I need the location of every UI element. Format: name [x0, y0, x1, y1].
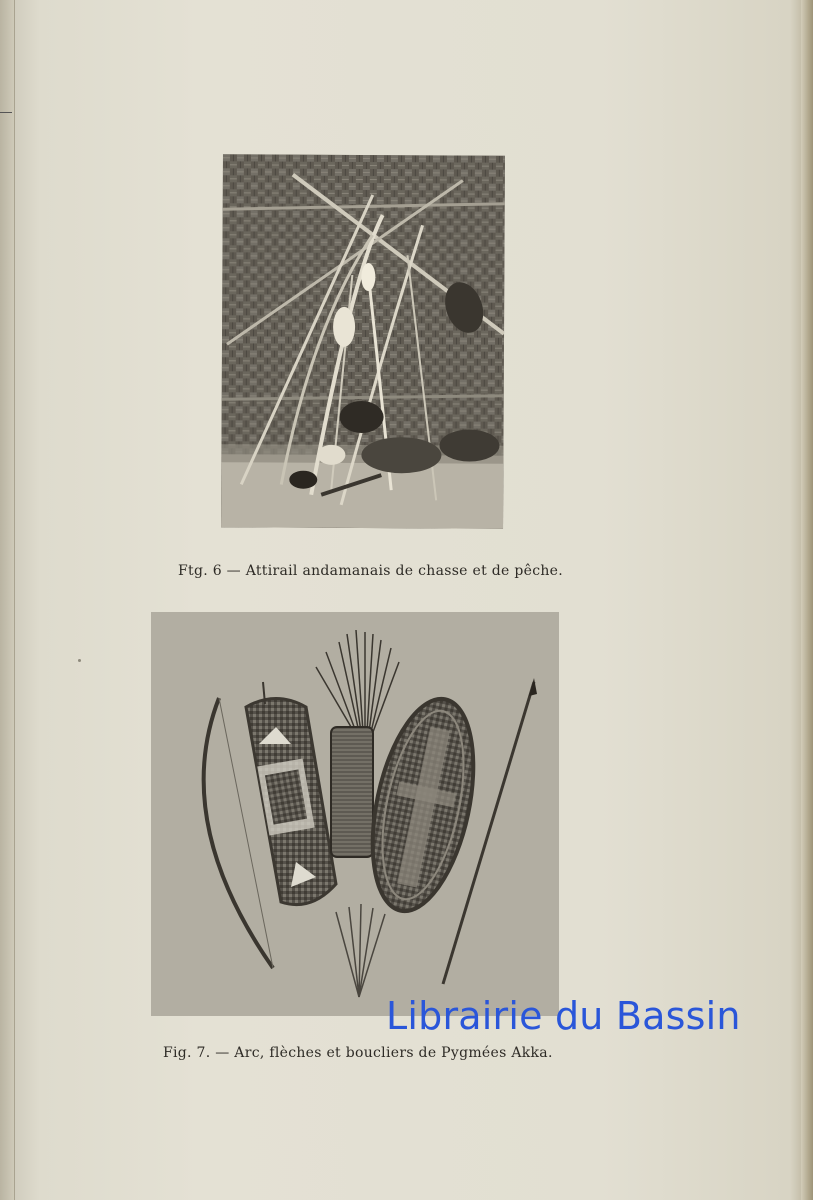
figure-6-image	[221, 154, 505, 528]
figure-7-photograph	[151, 612, 559, 1016]
previous-page-rule	[0, 112, 12, 113]
figure-7-image	[151, 612, 559, 1016]
previous-page-edge	[0, 0, 15, 1200]
paper-speck	[78, 659, 81, 662]
figure-6-caption: Ftg. 6 — Attirail andamanais de chasse et de pêche.	[178, 563, 564, 579]
bookseller-watermark: Librairie du Bassin	[386, 994, 741, 1038]
page-edge-right	[801, 0, 813, 1200]
figure-7-caption: Fig. 7. — Arc, flèches et boucliers de Pygmées Akka.	[163, 1045, 553, 1061]
figure-6-photograph	[221, 154, 505, 528]
